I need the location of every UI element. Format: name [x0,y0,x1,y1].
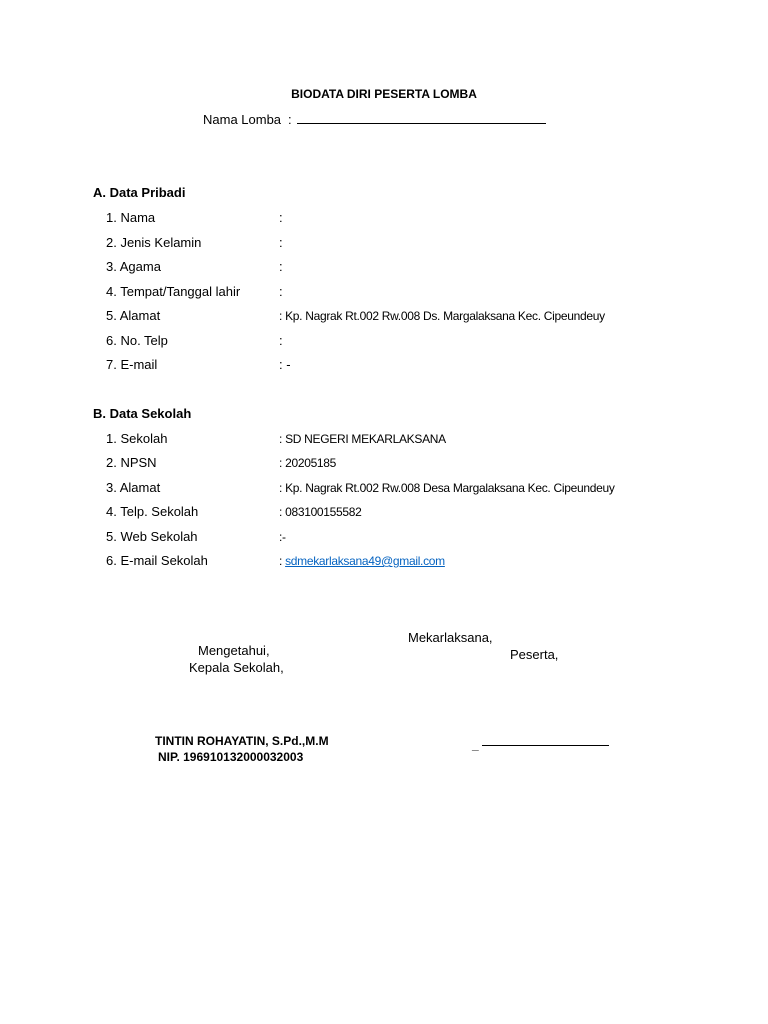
peserta-text: Peserta, [510,647,559,662]
nama-lomba-blank-line [297,123,546,124]
row-value-nama: : [279,210,283,225]
email-prefix: : [279,554,286,568]
row-label-email-sekolah: 6. E-mail Sekolah [106,553,208,568]
row-value-jenis-kelamin: : [279,235,283,250]
principal-name: TINTIN ROHAYATIN, S.Pd.,M.M [155,734,329,748]
row-value-web-sekolah: :- [279,530,286,544]
row-value-alamat-sekolah: : Kp. Nagrak Rt.002 Rw.008 Desa Margalaksana Kec. Cipeundeuy [279,481,615,495]
place-text: Mekarlaksana, [408,630,493,645]
row-label-agama: 3. Agama [106,259,161,274]
row-value-npsn: : 20205185 [279,456,337,470]
nama-lomba-label: Nama Lomba [203,112,282,127]
row-label-telp-sekolah: 4. Telp. Sekolah [106,504,199,519]
row-label-jenis-kelamin: 2. Jenis Kelamin [106,235,202,250]
row-label-alamat-sekolah: 3. Alamat [106,480,161,495]
section-heading-data-sekolah: B. Data Sekolah [93,406,192,421]
row-value-tempat-tanggal-lahir: : [279,284,283,299]
mengetahui-text: Mengetahui, [198,643,270,658]
row-value-email: : - [279,357,291,372]
principal-nip: NIP. 196910132000032003 [158,750,304,764]
row-label-web-sekolah: 5. Web Sekolah [106,529,198,544]
email-sekolah-link[interactable]: sdmekarlaksana49@gmail.com [285,554,445,568]
row-value-agama: : [279,259,283,274]
row-label-npsn: 2. NPSN [106,455,157,470]
document-title: BIODATA DIRI PESERTA LOMBA [291,87,477,101]
section-heading-data-pribadi: A. Data Pribadi [93,185,186,200]
row-label-email: 7. E-mail [106,357,158,372]
peserta-blank-prefix: _ [472,738,479,752]
row-label-no-telp: 6. No. Telp [106,333,168,348]
row-label-sekolah: 1. Sekolah [106,431,168,446]
row-label-alamat: 5. Alamat [106,308,161,323]
row-value-alamat: : Kp. Nagrak Rt.002 Rw.008 Ds. Margalaksana Kec. Cipeundeuy [279,309,605,323]
row-value-no-telp: : [279,333,283,348]
row-value-email-sekolah [279,554,445,568]
row-value-sekolah: : SD NEGERI MEKARLAKSANA [279,432,446,446]
row-label-tempat-tanggal-lahir: 4. Tempat/Tanggal lahir [106,284,241,299]
nama-lomba-colon: : [288,112,292,127]
row-label-nama: 1. Nama [106,210,156,225]
peserta-signature-line [482,745,609,746]
row-value-telp-sekolah: : 083100155582 [279,505,362,519]
kepala-sekolah-text: Kepala Sekolah, [189,660,284,675]
